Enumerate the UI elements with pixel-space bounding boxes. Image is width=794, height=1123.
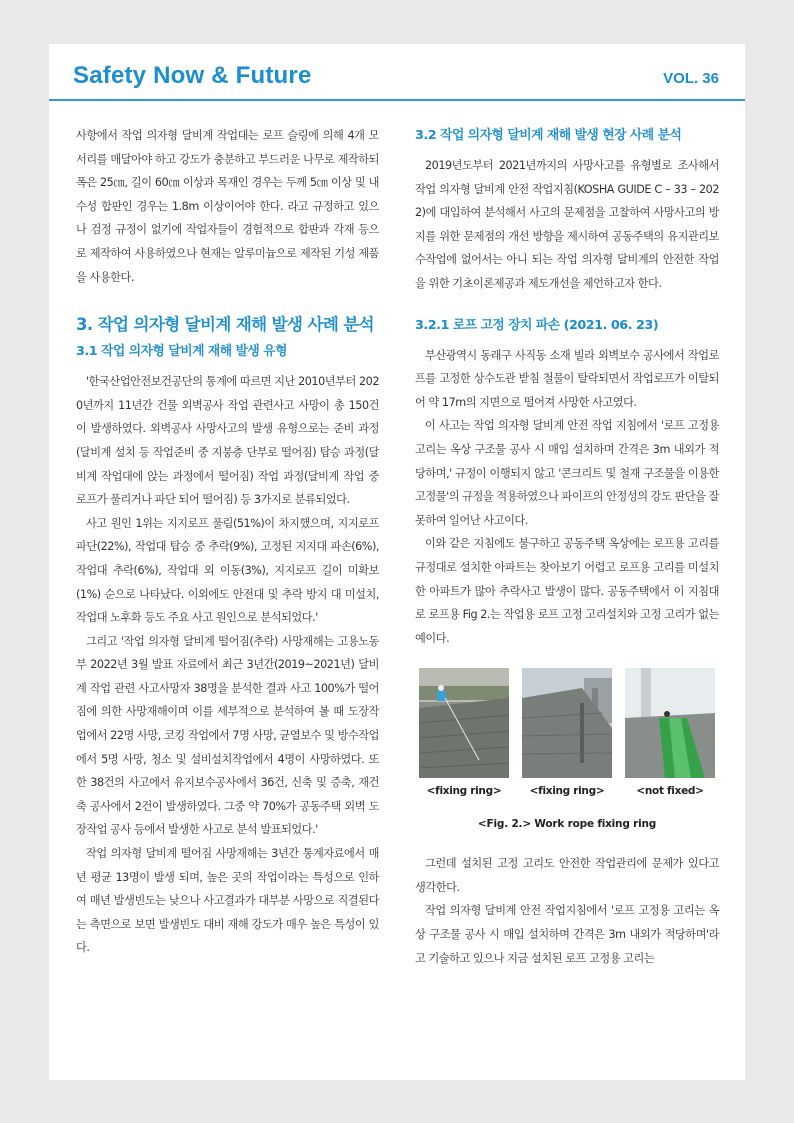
fixing-ring-photo-2 [522, 668, 612, 778]
figure-caption: <not fixed> [636, 785, 704, 798]
figure-2 [415, 668, 719, 826]
paragraph: 그런데 설치된 고정 고리도 안전한 작업관리에 문제가 있다고 생각한다. [415, 857, 719, 894]
figure-title: <Fig. 2.> Work rope fixing ring [477, 818, 657, 831]
paragraph: 이와 같은 지침에도 불구하고 공동주택 옥상에는 로프용 고리를 규정대로 설치한 아파트는 찾아보기 어렵고 로프용 고리를 미설치한 아파트가 많아 추락사고 발생이 많다. 공동주택에서 이 지침대로 로프용 Fig 2.는 작업용 로프 고정 고리설치와 고정 고리가 없는 예이다. [415, 537, 719, 645]
left-column [76, 124, 379, 960]
section-3-2-heading: 3.2 작업 의자형 달비계 재해 발생 현장 사례 분석 [415, 128, 682, 143]
section-3-heading: 3. 작업 의자형 달비계 재해 발생 사례 분석 [76, 315, 374, 335]
figure-caption: <fixing ring> [529, 785, 605, 798]
paragraph: 2019년도부터 2021년까지의 사망사고를 유형별로 조사해서 작업 의자형 달비계 안전 작업지침(KOSHA GUIDE C – 33 – 2022)에 대입하여 분석해서 사고의 문제점을 고찰하여 사망사고의 방지를 위한 문제점의 개선 방향을 제시하여 공동주택의 유지관리보수작업에 없어서는 아니 되는 작업 의자형 달비계의 안전한 작업을 위한 기초이론제공과 제도개선을 제언하고자 한다. [415, 159, 719, 290]
section-3-2-1-heading: 3.2.1 로프 고정 장치 파손 (2021. 06. 23) [415, 317, 659, 333]
fixing-ring-photo-1 [419, 668, 509, 778]
header-rule [49, 99, 745, 101]
paragraph: 이 사고는 작업 의자형 달비계 안전 작업 지침에서 '로프 고정용 고리는 옥상 구조물 공사 시 매입 설치하며 간격은 3m 내외가 적당하며,' 규정이 이행되지 않고 '콘크리트 및 철재 구조물을 이용한 고정물'의 규정을 적용하였으나 파이프의 안정성의 강도 판단을 잘못하여 일어난 사고이다. [415, 419, 720, 527]
intro-paragraph: 사항에서 작업 의자형 달비계 작업대는 로프 슬링에 의해 4개 모서리를 매달아야 하고 강도가 충분하고 부드러운 나무로 제작하되 폭은 25㎝, 길이 60㎝ 이상과 목재인 경우는 두께 5㎝ 이상 및 내수성 합판인 경우는 1.8m 이상이어야 한다. 라고 규정하고 있으나 검정 규정이 없기에 작업자들이 경험적으로 합판과 각재 등으로 제작하여 사용하였으나 현재는 알루미늄으로 제작된 기성 제품을 사용한다. [76, 129, 379, 284]
magazine-title: Safety Now & Future [73, 62, 312, 89]
volume-label: VOL. 36 [663, 70, 719, 87]
right-column [415, 124, 719, 970]
paragraph: '한국산업안전보건공단의 통계에 따르면 지난 2010년부터 2020년까지 11년간 건물 외벽공사 작업 관련사고 사망이 총 150건이 발생하였다. 외벽공사 사망사고의 발생 유형으로는 준비 과정(달비계 설치 등 작업준비 중 지붕층 단부로 떨어짐) 탑승 과정(달비계 작업대에 앉는 과정에서 떨어짐) 작업 과정(달비계 작업 중 로프가 풀리거나 파단 되어 떨어짐) 등 3가지로 분류되었다. [76, 375, 379, 507]
not-fixed-photo [625, 668, 715, 778]
paragraph: 사고 원인 1위는 지지로프 풀림(51%)이 차지했으며, 지지로프 파단(22%), 작업대 탑승 중 추락(9%), 고정된 지지대 파손(6%), 작업대 추락(6%), 작업대 외 이동(3%), 지지로프 길이 미확보(1%) 순으로 나타났다. 이외에도 안전대 및 추락 방지 대 미설치, 작업대 노후화 등도 주요 사고 원인으로 분석되었다.' [76, 516, 379, 625]
section-3-1-heading: 3.1 작업 의자형 달비계 재해 발생 유형 [76, 344, 287, 360]
paragraph: 작업 의자형 달비계 안전 작업지침에서 '로프 고정용 고리는 옥상 구조물 공사 시 매입 설치하며 간격은 3m 내외가 적당하며'라고 기술하고 있으나 지금 설치된 로프 고정용 고리는 [415, 904, 719, 965]
page [49, 44, 745, 1080]
header [73, 62, 719, 94]
paragraph: 부산광역시 동래구 사직동 소재 빌라 외벽보수 공사에서 작업로프를 고정한 상수도관 받침 철물이 탈락되면서 작업로프가 이탈되어 약 17m의 지면으로 떨어져 사망한 사고였다. [415, 348, 719, 409]
figure-caption: <fixing ring> [426, 785, 502, 798]
paragraph: 그리고 '작업 의자형 달비계 떨어짐(추락) 사망재해는 고용노동부 2022년 3월 발표 자료에서 최근 3년간(2019~2021년) 달비계 작업 관련 사고사망자 38명을 분석한 결과 사고 100%가 떨어짐에 의한 사망재해이며 이를 세부적으로 분석하여 볼 때 도장작업에서 22명 사망, 코킹 작업에서 7명 사망, 균열보수 및 방수작업에서 5명 사망, 청소 및 설비설치작업에서 4명이 사망하였다. 또한 38건의 사고에서 유지보수공사에서 36건, 신축 및 증축, 재건축 공사에서 2건이 발생하였다. 그중 약 70%가 공동주택 외벽 도장작업 공사 등에서 발생한 사고로 분석 발표되었다.' [76, 634, 379, 837]
paragraph: 작업 의자형 달비계 떨어짐 사망재해는 3년간 통계자료에서 매년 평균 13명이 발생 되며, 높은 곳의 작업이라는 특성으로 인하여 매년 발생빈도는 낮으나 사고결과가 대부분 사망으로 직결된다는 측면으로 보면 발생빈도 대비 재해 강도가 매우 높은 특성이 있다. [76, 847, 379, 955]
